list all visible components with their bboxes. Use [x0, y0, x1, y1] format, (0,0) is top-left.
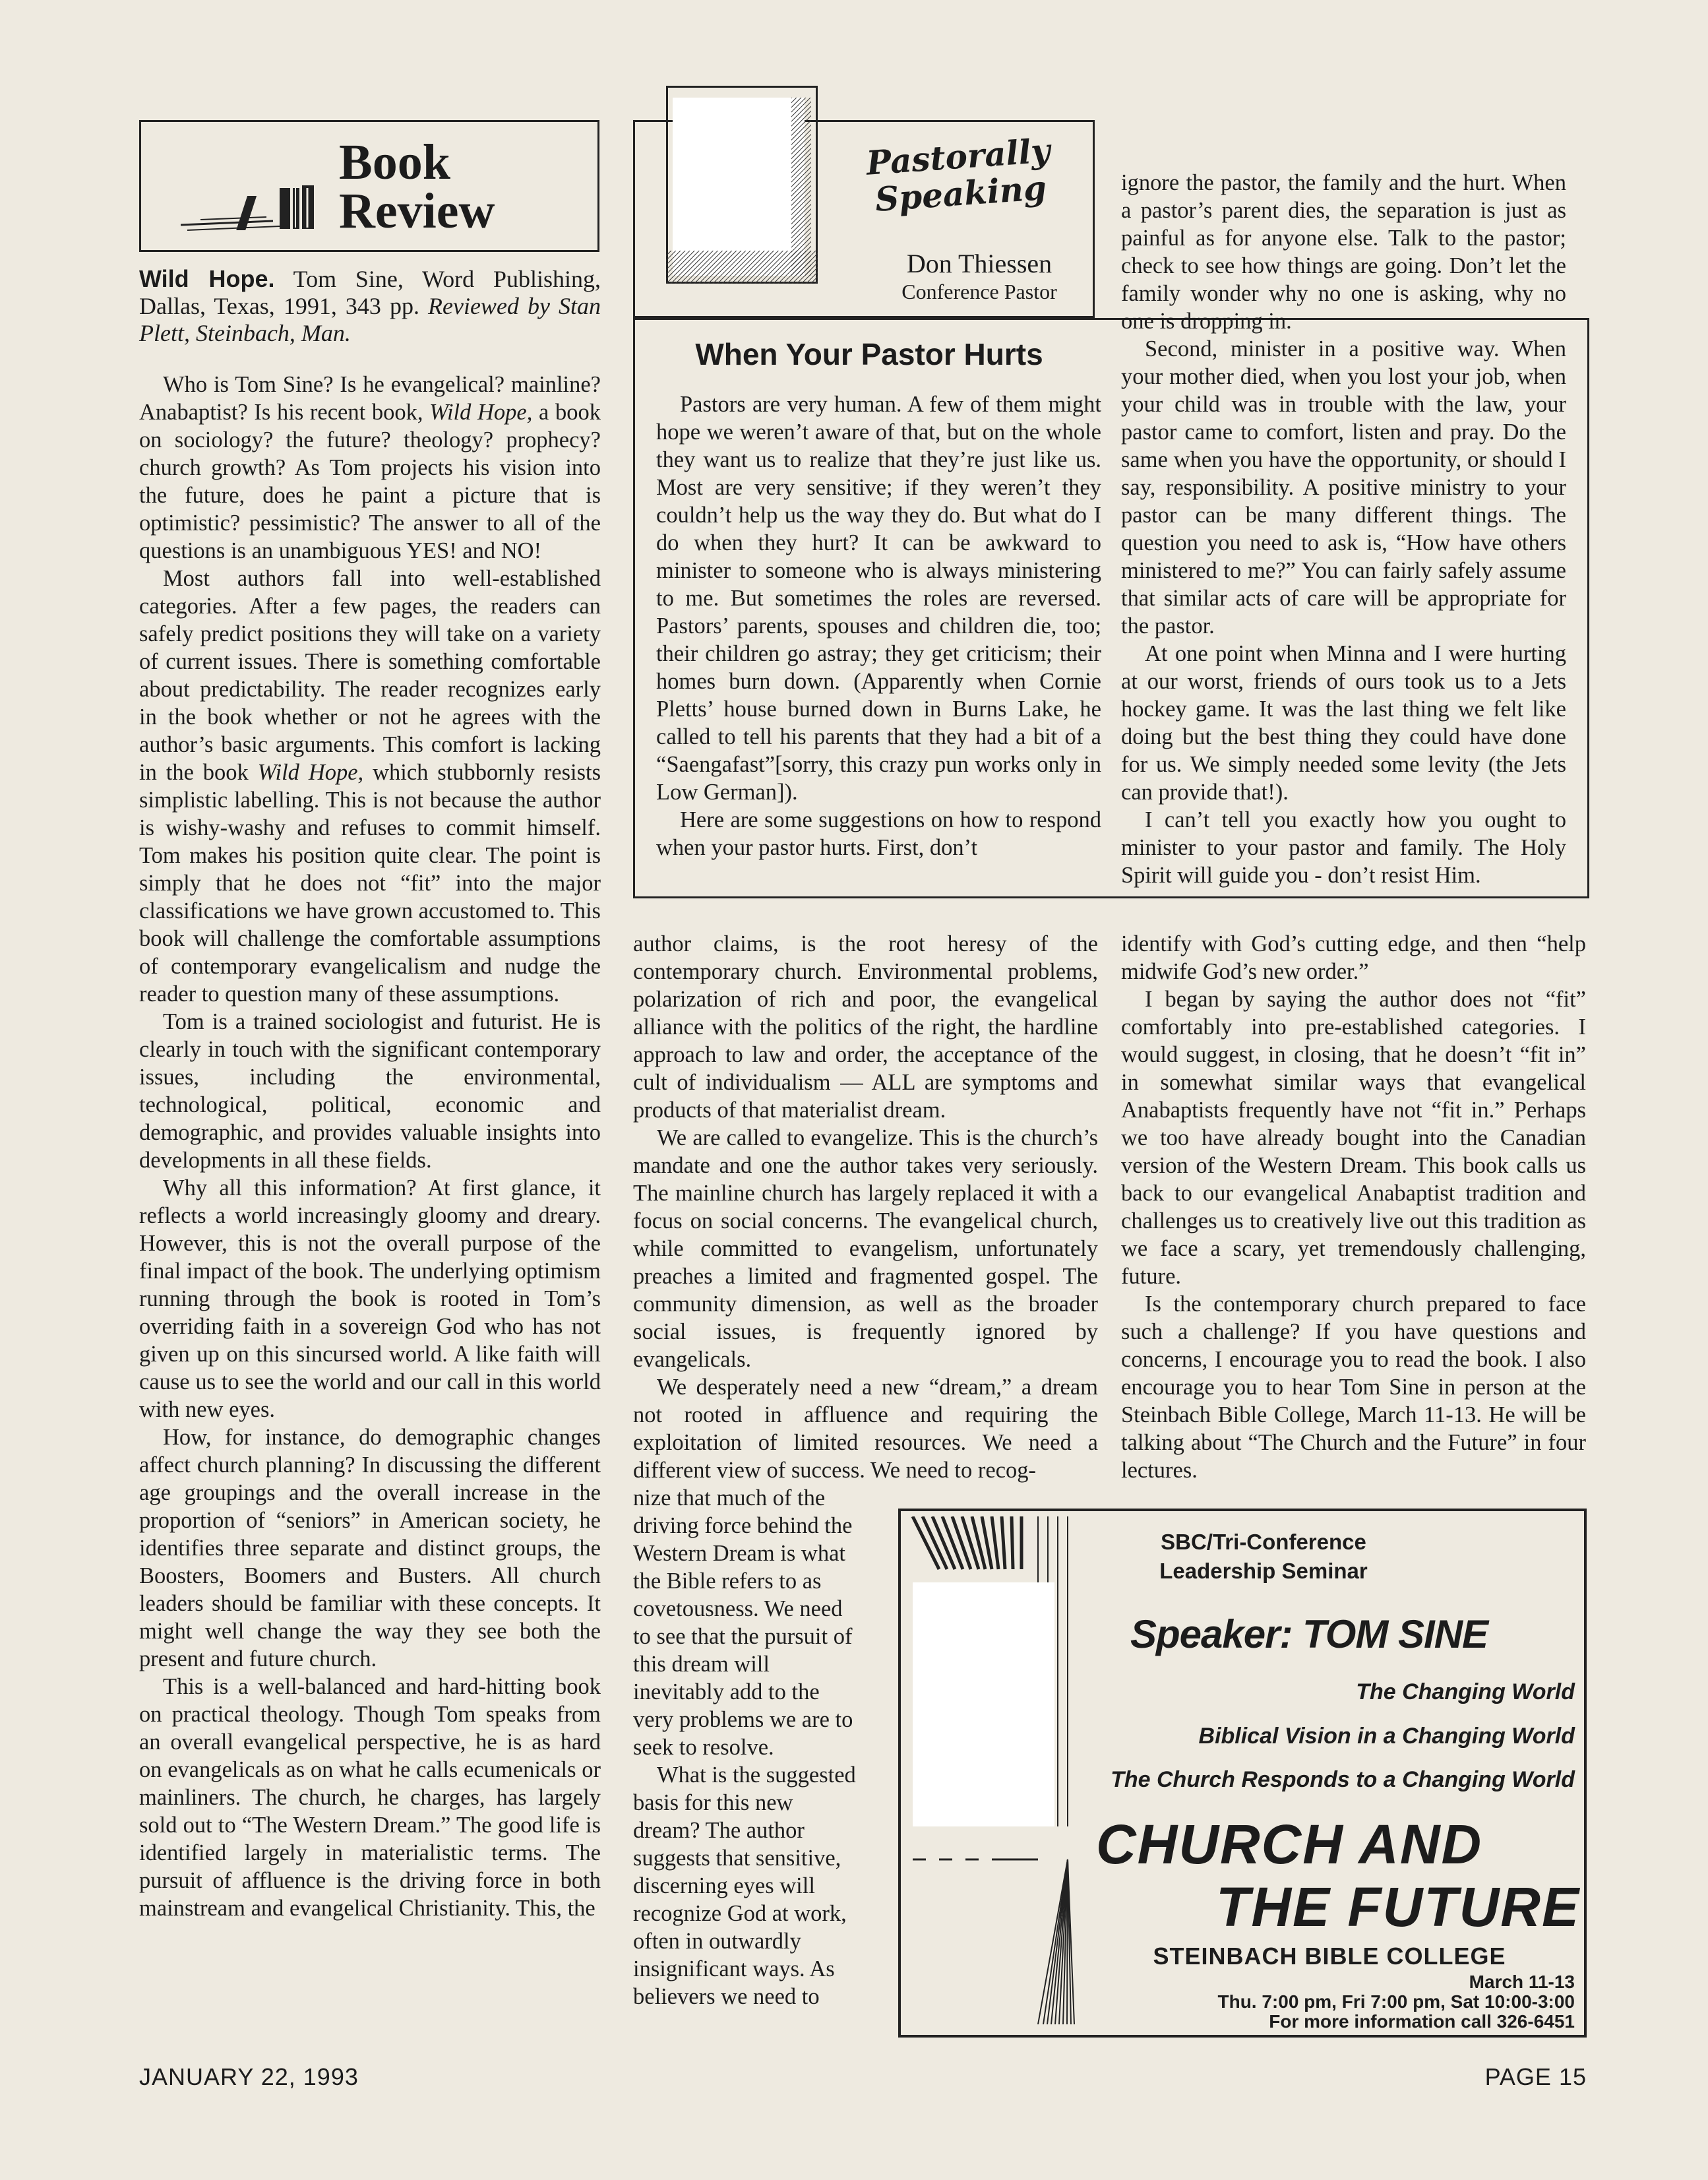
ad-line-2: Leadership Seminar — [1159, 1559, 1368, 1583]
pastoral-right-paragraph-4: I can’t tell you exactly how you ought to minister to your pastor and family. The Holy Spirit will guide you - don’t resist Him. — [1121, 807, 1566, 888]
ad-venue: STEINBACH BIBLE COLLEGE — [1153, 1943, 1506, 1970]
pastoral-paragraph-2: Here are some suggestions on how to respond when your pastor hurts. First, don’t — [656, 807, 1101, 860]
review-paragraph-1 — [139, 371, 601, 565]
pastoral-title-line2: Speaking — [874, 168, 1048, 219]
footer-date: JANUARY 22, 1993 — [139, 2063, 359, 2090]
footer-page-number: PAGE 15 — [1484, 2063, 1587, 2090]
citation-details: Tom Sine, Word Publishing, Dallas, Texas, 1991, 343 pp. — [139, 266, 601, 319]
pastoral-right-paragraph-3: At one point when Minna and I were hurting at our worst, friends of ours took us to a Jets hockey game. It was the last thing we felt like doing but the best thing they could have done for us. We simply needed some levity (the Jets can provide that!). — [1121, 641, 1566, 805]
book-review-column-2-narrow — [633, 1484, 864, 2010]
author-role: Conference Pastor — [901, 280, 1057, 303]
review-paragraph-2-title: Wild Hope, — [257, 760, 364, 785]
review-col3-paragraph-2: I began by saying the author does not “fit” comfortably into pre-established categories. I would suggest, in closing, that he doesn’t “fit in” in somewhat similar ways that evangelical Anabaptists frequently have not “fit in.” Perhaps we too have already bought into the Canadian version of the Western Dream. This book calls us back to our evangelical Anabaptist tradition and challenges us to creatively live out this tradition as we face a scary, yet tremendously challenging, future. — [1121, 987, 1586, 1289]
book-review-column-1 — [139, 265, 601, 1922]
ad-topic-3: The Church Responds to a Changing World — [1111, 1767, 1575, 1792]
review-col2-paragraph-1: author claims, is the root heresy of the contemporary church. Environmental problems, polarization of rich and poor, the evangelical alliance with the politics of the right, the hardline approach to law and order, the acceptance of the cult of individualism — ALL are symptoms and products of that materialist dream. — [633, 931, 1098, 1123]
review-paragraph-4: Why all this information? At first glance, it reflects a world increasingly gloomy and dreary. However, this is not the overall purpose of the final impact of the book. The underlying optimism running through the book is rooted in Tom’s overriding faith in a sovereign God who has not given up on this sincursed world. A like faith will cause us to see the world and our call in this world with new eyes. — [139, 1175, 601, 1422]
review-paragraph-5: How, for instance, do demographic changes affect church planning? In discussing the different age groupings and the overall increase in the proportion of “seniors” in American society, he identifies three separate and distinct groups, the Boosters, Boomers and Busters. All church leaders should be familiar with these concepts. It might well change the way they see both the present and future church. — [139, 1425, 601, 1671]
book-review-title-line1: Book — [339, 135, 450, 190]
pastor-photo — [673, 98, 805, 276]
book-review-column-3 — [1121, 930, 1586, 1484]
book-review-column-2 — [633, 930, 1098, 1484]
pastoral-right-paragraph-1: ignore the pastor, the family and the hurt. When a pastor’s parent dies, the separation is just as painful as for anyone else. Talk to the pastor; check to see how things are going. Don’t let the family wonder why no one is asking, why no one is dropping in. — [1121, 170, 1566, 334]
book-citation — [139, 265, 601, 347]
pastoral-title-line1: Pastorally — [865, 131, 1052, 183]
ad-speaker: Speaker: TOM SINE — [1130, 1612, 1488, 1656]
citation-title: Wild Hope. — [139, 265, 275, 292]
review-col3-paragraph-1: identify with God’s cutting edge, and then “help midwife God’s new order.” — [1121, 931, 1586, 984]
review-col2-paragraph-3-cont: nize that much of the driving force behind the Western Dream is what the Bible refers to as covetousness. We need to see that the pursuit of this dream will inevitably add to the very problems we are to seek to resolve. — [633, 1485, 853, 1760]
ad-headline-2: THE FUTURE — [1216, 1876, 1580, 1938]
ad-line-1: SBC/Tri-Conference — [1161, 1530, 1366, 1554]
review-col2-paragraph-2: We are called to evangelize. This is the church’s mandate and one the author takes very seriously. The mainline church has largely replaced it with a focus on social concerns. The evangelical church, while committed to evangelism, unfortunately preaches a limited and fragmented gospel. The community dimension, as well as the broader social issues, is frequently ignored by evangelicals. — [633, 1125, 1098, 1372]
pastoral-column-right — [1121, 169, 1566, 889]
citation-reviewer: Reviewed by Stan Plett, Steinbach, Man. — [139, 293, 601, 346]
article-title: When Your Pastor Hurts — [695, 337, 1043, 371]
ad-topic-1: The Changing World — [1356, 1679, 1575, 1704]
review-col3-paragraph-3: Is the contemporary church prepared to face such a challenge? If you have questions and concerns, I encourage you to read the book. I also encourage you to hear Tom Sine in person at the Steinbach Bible College, March 11-13. He will be talking about “The Church and the Future” in four lectures. — [1121, 1292, 1586, 1483]
ad-headline-1: CHURCH AND — [1096, 1813, 1483, 1875]
book-review-title — [339, 135, 590, 239]
review-paragraph-1-text-c: a book on sociology? the future? theology? prophecy? church growth? As Tom projects his vision into the future, does he paint a picture that is optimistic? pessimistic? The answer to all of the questions is an unambiguous YES! and NO! — [139, 400, 601, 563]
review-paragraph-2 — [139, 565, 601, 1008]
ad-info: For more information call 326-6451 — [1269, 2011, 1575, 2032]
ad-dates: March 11-13 — [1469, 1972, 1575, 1992]
review-paragraph-1-title: Wild Hope, — [429, 400, 533, 425]
review-col2-paragraph-4: What is the suggested basis for this new dream? The author suggests that sensitive, discerning eyes will recognize God at work, often in outwardly insignificant ways. As believers we need to — [633, 1762, 856, 2009]
review-paragraph-6: This is a well-balanced and hard-hitting book on practical theology. Though Tom speaks from an overall evangelical perspective, he is as hard on evangelicals as on what he calls ecumenicals or mainliners. The church, he charges, has largely sold out to “The Western Dream.” The good life is identified largely in materialistic terms. The pursuit of affluence is the driving force in both mainstream and evangelical Christianity. This, the — [139, 1674, 601, 1921]
author-name: Don Thiessen — [906, 249, 1052, 278]
review-col2-paragraph-3: We desperately need a new “dream,” a dream not rooted in affluence and requiring the exploitation of limited resources. We need a different view of success. We need to recog- — [633, 1375, 1098, 1483]
pastoral-right-paragraph-2: Second, minister in a positive way. When your mother died, when you lost your job, when your child was in trouble with the law, your pastor came to comfort, listen and pray. Do the same when you have the opportunity, or should I say, responsibility. A positive ministry to your pastor can be many different things. The question you need to ask is, “How have others ministered to me?” You can fairly safely assume that similar acts of care will be appropriate for the pastor. — [1121, 336, 1566, 638]
book-review-title-line2: Review — [339, 183, 495, 239]
review-paragraph-2-text-a: Most authors fall into well-established categories. After a few pages, the readers can safely predict positions they will take on a variety of current issues. There is something comfortable about predictability. The reader recognizes early in the book whether or not he agrees with the author’s basic arguments. This comfort is lacking in the book — [139, 566, 601, 785]
pastoral-column-left — [656, 390, 1101, 861]
pastoral-paragraph-1: Pastors are very human. A few of them might hope we weren’t aware of that, but on the whole they want us to realize that they’re just like us. Most are very sensitive; if they weren’t they couldn’t help us the way they do. But what do I do when they hurt? It can be awkward to minister to someone who is always ministering to me. But sometimes the roles are reversed. Pastors’ parents, spouses and children die, too; their children go astray; they get criticism; their homes burn down. (Apparently when Cornie Pletts’ house burned down in Burns Lake, he called to tell his parents that they had a bit of a “Saengafast”[sorry, this crazy pun works only in Low German]). — [656, 392, 1101, 805]
seminar-ad — [898, 1509, 1587, 2038]
pastor-photo-edge — [791, 98, 811, 276]
review-paragraph-1-text-a: Who is Tom Sine? Is he evangelical? mainline? Anabaptist? Is his recent book, — [139, 372, 601, 425]
books-icon — [181, 162, 319, 234]
ad-times: Thu. 7:00 pm, Fri 7:00 pm, Sat 10:00-3:00 — [1217, 1991, 1575, 2012]
book-review-header — [139, 120, 599, 252]
review-paragraph-2-text-c: which stubbornly resists simplistic labelling. This is not because the author is wishy-washy and refuses to commit himself. Tom makes his position quite clear. The point is simply that he does not “fit” into the major classifications we have grown accustomed to. This book will challenge the comfortable assumptions of contemporary evangelicalism and nudge the reader to question many of these assumptions. — [139, 760, 601, 1007]
ad-topic-2: Biblical Vision in a Changing World — [1198, 1724, 1575, 1749]
review-paragraph-3: Tom is a trained sociologist and futurist. He is clearly in touch with the significant contemporary issues, including the environmental, technological, political, economic and demographic, and provides valuable insights into developments in all these fields. — [139, 1009, 601, 1173]
